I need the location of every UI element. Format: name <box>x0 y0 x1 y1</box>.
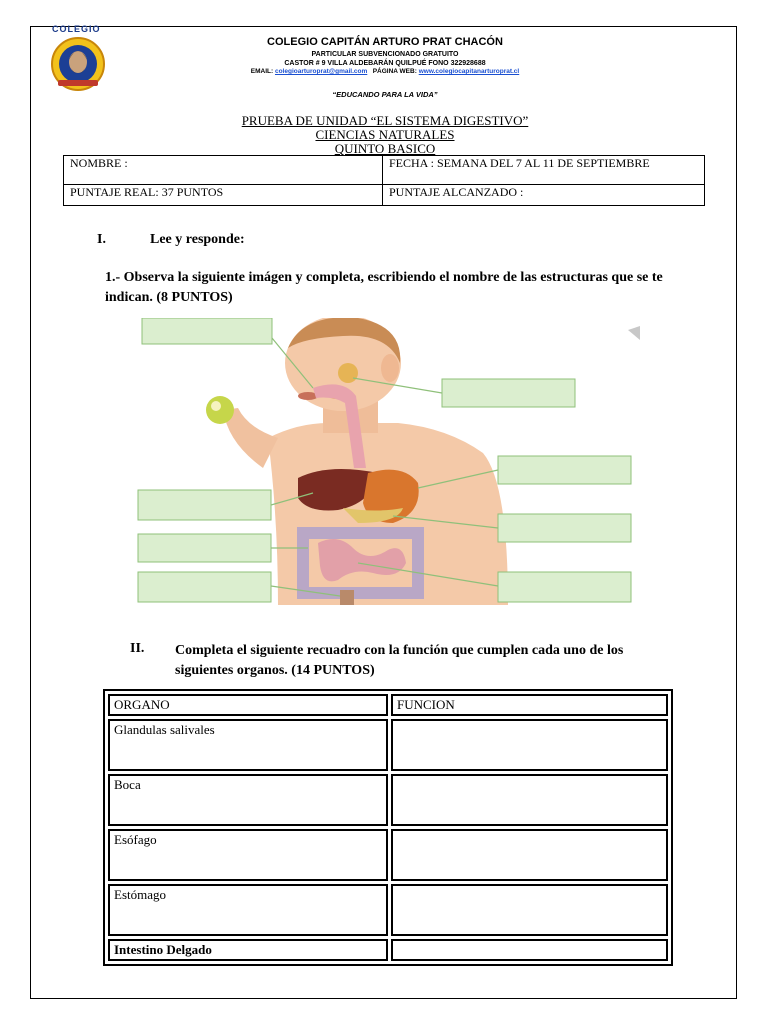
question-2-text: Completa el siguiente recuadro con la función que cumplen cada uno de los siguientes organos. (14 PUNTOS) <box>175 643 624 678</box>
web-label: PÁGINA WEB: <box>372 68 417 75</box>
header-organo: ORGANO <box>108 694 388 716</box>
organ-cell: Glandulas salivales <box>108 719 388 771</box>
digestive-system-diagram <box>128 318 648 605</box>
student-info-table <box>63 155 705 206</box>
grade-title: QUINTO BASICO <box>334 141 436 156</box>
logo-label: COLEGIO <box>52 24 101 34</box>
section-1-title: Lee y responde: <box>150 232 245 247</box>
motto: “EDUCANDO PARA LA VIDA” <box>332 90 438 99</box>
school-name: COLEGIO CAPITÁN ARTURO PRAT CHACÓN <box>267 36 503 48</box>
function-answer-cell[interactable] <box>391 829 668 881</box>
total-score: PUNTAJE REAL: 37 PUNTOS <box>64 185 383 206</box>
organ-cell: Esófago <box>108 829 388 881</box>
function-answer-cell[interactable] <box>391 774 668 826</box>
section-1-numeral: I. <box>97 232 106 247</box>
subject-title: CIENCIAS NATURALES <box>315 127 455 142</box>
function-answer-cell[interactable] <box>391 719 668 771</box>
organ-function-table <box>103 689 673 966</box>
email-link[interactable]: colegioarturoprat@gmail.com <box>274 68 368 75</box>
email-label: EMAIL: <box>250 68 274 75</box>
section-2-numeral: II. <box>130 641 145 656</box>
school-address: CASTOR # 9 VILLA ALDEBARÁN QUILPUÉ FONO 322928688 <box>284 60 486 67</box>
question-1-text: 1.- Observa la siguiente imágen y completa, escribiendo el nombre de las estructuras que se te indican. (8 PUNTOS) <box>105 270 663 305</box>
function-answer-cell[interactable] <box>391 884 668 936</box>
test-titles <box>160 114 610 156</box>
organ-cell: Estómago <box>108 884 388 936</box>
organ-cell: Intestino Delgado <box>108 939 388 961</box>
test-title: PRUEBA DE UNIDAD “EL SISTEMA DIGESTIVO” <box>241 113 529 128</box>
organ-cell: Boca <box>108 774 388 826</box>
school-logo <box>44 24 114 92</box>
achieved-score-field[interactable]: PUNTAJE ALCANZADO : <box>383 185 705 206</box>
school-type: PARTICULAR SUBVENCIONADO GRATUITO <box>311 51 459 58</box>
header-funcion: FUNCION <box>391 694 668 716</box>
date-field: FECHA : SEMANA DEL 7 AL 11 DE SEPTIEMBRE <box>383 156 705 185</box>
school-subtitle <box>200 50 570 68</box>
name-field[interactable]: NOMBRE : <box>64 156 383 185</box>
function-answer-cell[interactable] <box>391 939 668 961</box>
school-contact <box>160 68 610 75</box>
web-link[interactable]: www.colegiocapitanarturoprat.cl <box>418 68 520 75</box>
